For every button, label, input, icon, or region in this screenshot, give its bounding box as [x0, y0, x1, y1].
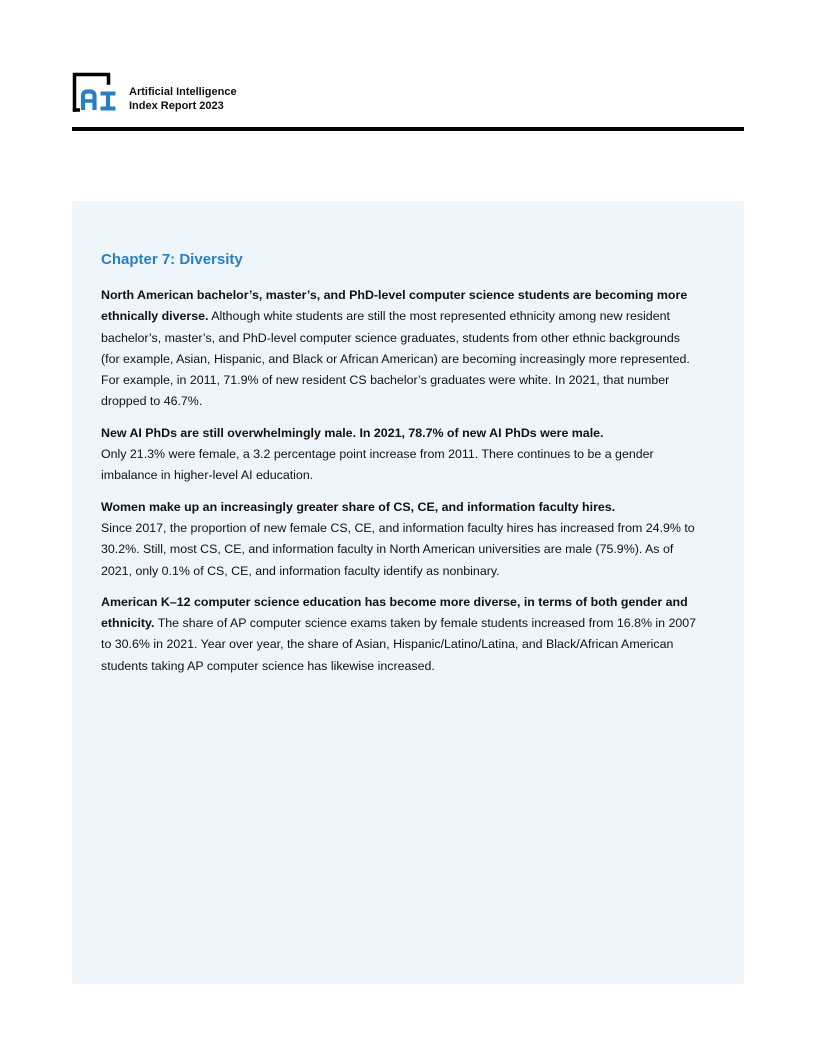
report-header [72, 72, 744, 132]
report-title-line-2: Index Report 2023 [129, 100, 224, 112]
highlight-ai-phd-gender [101, 423, 701, 487]
highlight-lead: Women make up an increasingly greater share of CS, CE, and information faculty hires. [101, 499, 616, 514]
highlight-lead: American K–12 computer science education has become more diverse, in terms of both gender and ethnicity. [101, 594, 688, 631]
highlight-body: The share of AP computer science exams taken by female students increased from 16.8% in 2007 to 30.6% in 2021. Year over year, the share of Asian, Hispanic/Latino/Latina, and Black/African American students taking AP computer science has likewise increased. [101, 616, 697, 673]
report-title [129, 85, 237, 113]
highlight-body: Although white students are still the most represented ethnicity among new resident bachelor’s, master’s, and PhD-level computer science graduates, students from other ethnic backgrounds (for example, Asian, Hispanic, and Black or African American) are becoming increasingly more represented. For example, in 2011, 71.9% of new resident CS bachelor’s graduates were white. In 2021, that number dropped to 46.7%. [101, 309, 690, 409]
highlight-faculty-hires [101, 497, 701, 582]
highlight-body: Only 21.3% were female, a 3.2 percentage point increase from 2011. There continues to be a gender imbalance in higher-level AI education. [101, 447, 654, 483]
highlight-k12-education [101, 592, 701, 677]
ai-index-logo [72, 72, 118, 112]
chapter-title: Chapter 7: Diversity [101, 251, 243, 268]
report-title-line-1: Artificial Intelligence [129, 86, 237, 98]
highlight-ethnic-diversity [101, 285, 701, 413]
highlight-lead: New AI PhDs are still overwhelmingly male. In 2021, 78.7% of new AI PhDs were male. [101, 425, 604, 440]
highlights-list [101, 285, 701, 687]
highlight-lead: North American bachelor’s, master’s, and PhD-level computer science students are becoming more ethnically diverse. [101, 288, 688, 324]
chapter-highlights-panel [72, 201, 744, 984]
header-divider [72, 127, 744, 131]
highlight-body: Since 2017, the proportion of new female CS, CE, and information faculty hires has increased from 24.9% to 30.2%. Still, most CS, CE, and information faculty in North American universities are male (75.9%). As of 2021, only 0.1% of CS, CE, and information faculty identify as nonbinary. [101, 520, 695, 578]
